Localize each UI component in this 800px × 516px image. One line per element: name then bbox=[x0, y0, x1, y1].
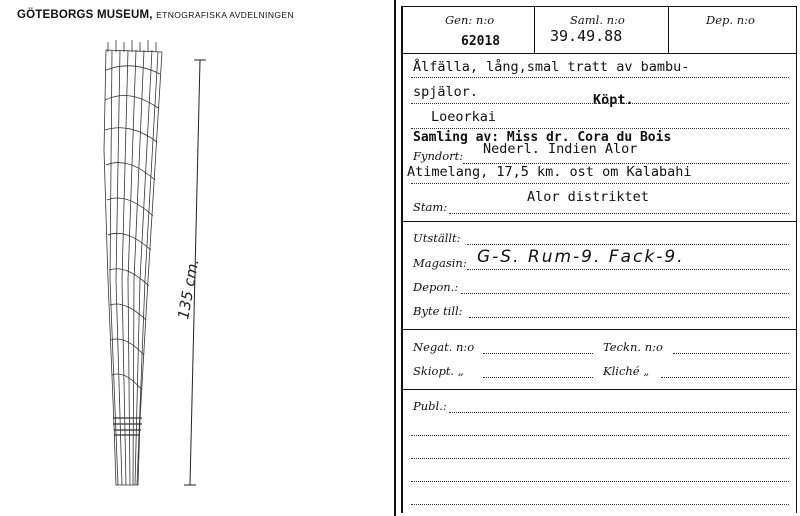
magasin-label: Magasin: bbox=[413, 256, 467, 270]
negat-label: Negat. n:o bbox=[413, 340, 475, 354]
fyndort-label: Fyndort: bbox=[413, 149, 464, 163]
dotted-line bbox=[449, 213, 789, 214]
museum-header bbox=[17, 9, 294, 21]
dotted-line bbox=[411, 183, 789, 184]
dotted-line bbox=[673, 353, 789, 354]
saml-value: 39.49.88 bbox=[550, 27, 623, 45]
dotted-line bbox=[483, 377, 593, 378]
dotted-line bbox=[411, 77, 789, 78]
museum-name: GÖTEBORGS MUSEUM, bbox=[17, 9, 153, 21]
section-rule bbox=[403, 329, 796, 330]
dotted-line bbox=[411, 481, 789, 482]
dotted-line bbox=[661, 377, 789, 378]
dotted-line bbox=[411, 458, 789, 459]
fish-trap-drawing bbox=[0, 30, 390, 500]
catalogue-card bbox=[401, 6, 797, 513]
local-name: Loeorkai bbox=[431, 109, 497, 125]
kliche-label: Kliché „ bbox=[603, 364, 650, 378]
dep-label: Dep. n:o bbox=[706, 13, 755, 27]
gen-label: Gen: n:o bbox=[445, 13, 495, 27]
dotted-line bbox=[449, 412, 789, 413]
dotted-line bbox=[467, 269, 789, 270]
fyndort-value: Nederl. Indien Alor bbox=[483, 141, 638, 157]
dotted-line bbox=[411, 435, 789, 436]
dotted-line bbox=[411, 128, 789, 129]
dimension-label: 135 cm. bbox=[174, 257, 203, 321]
dotted-line bbox=[461, 293, 789, 294]
stam-label: Stam: bbox=[413, 200, 448, 214]
district-value: Alor distriktet bbox=[527, 189, 649, 205]
byte-label: Byte till: bbox=[413, 304, 463, 318]
depon-label: Depon.: bbox=[413, 280, 459, 294]
collection-line: Samling av: Miss dr. Cora du Bois bbox=[413, 130, 672, 145]
dep-cell bbox=[668, 7, 794, 53]
magasin-value: G-S. Rum-9. Fack-9. bbox=[477, 247, 685, 267]
page-divider bbox=[394, 0, 396, 516]
description-line-2: spjälor. bbox=[413, 84, 479, 100]
dotted-line bbox=[469, 317, 789, 318]
dotted-line bbox=[483, 353, 593, 354]
acquisition-note: Köpt. bbox=[593, 92, 634, 108]
skiopt-label: Skiopt. „ bbox=[413, 364, 464, 378]
dotted-line bbox=[467, 244, 789, 245]
saml-cell bbox=[534, 7, 669, 53]
teckn-label: Teckn. n:o bbox=[603, 340, 663, 354]
fish-trap-sketch bbox=[104, 40, 162, 485]
gen-cell bbox=[403, 7, 535, 53]
section-rule bbox=[403, 221, 796, 222]
description-line-1: Ålfälla, lång,smal tratt av bambu- bbox=[413, 59, 690, 75]
location-line: Atimelang, 17,5 km. ost om Kalabahi bbox=[407, 164, 692, 180]
gen-value: 62018 bbox=[461, 34, 501, 49]
department-name: ETNOGRAFISKA AVDELNINGEN bbox=[156, 10, 294, 20]
saml-label: Saml. n:o bbox=[570, 13, 625, 27]
dotted-line bbox=[411, 504, 789, 505]
section-rule bbox=[403, 389, 796, 390]
card-header bbox=[403, 7, 796, 54]
publ-label: Publ.: bbox=[413, 399, 447, 413]
utstallt-label: Utställt: bbox=[413, 231, 461, 245]
dotted-line bbox=[411, 103, 789, 104]
